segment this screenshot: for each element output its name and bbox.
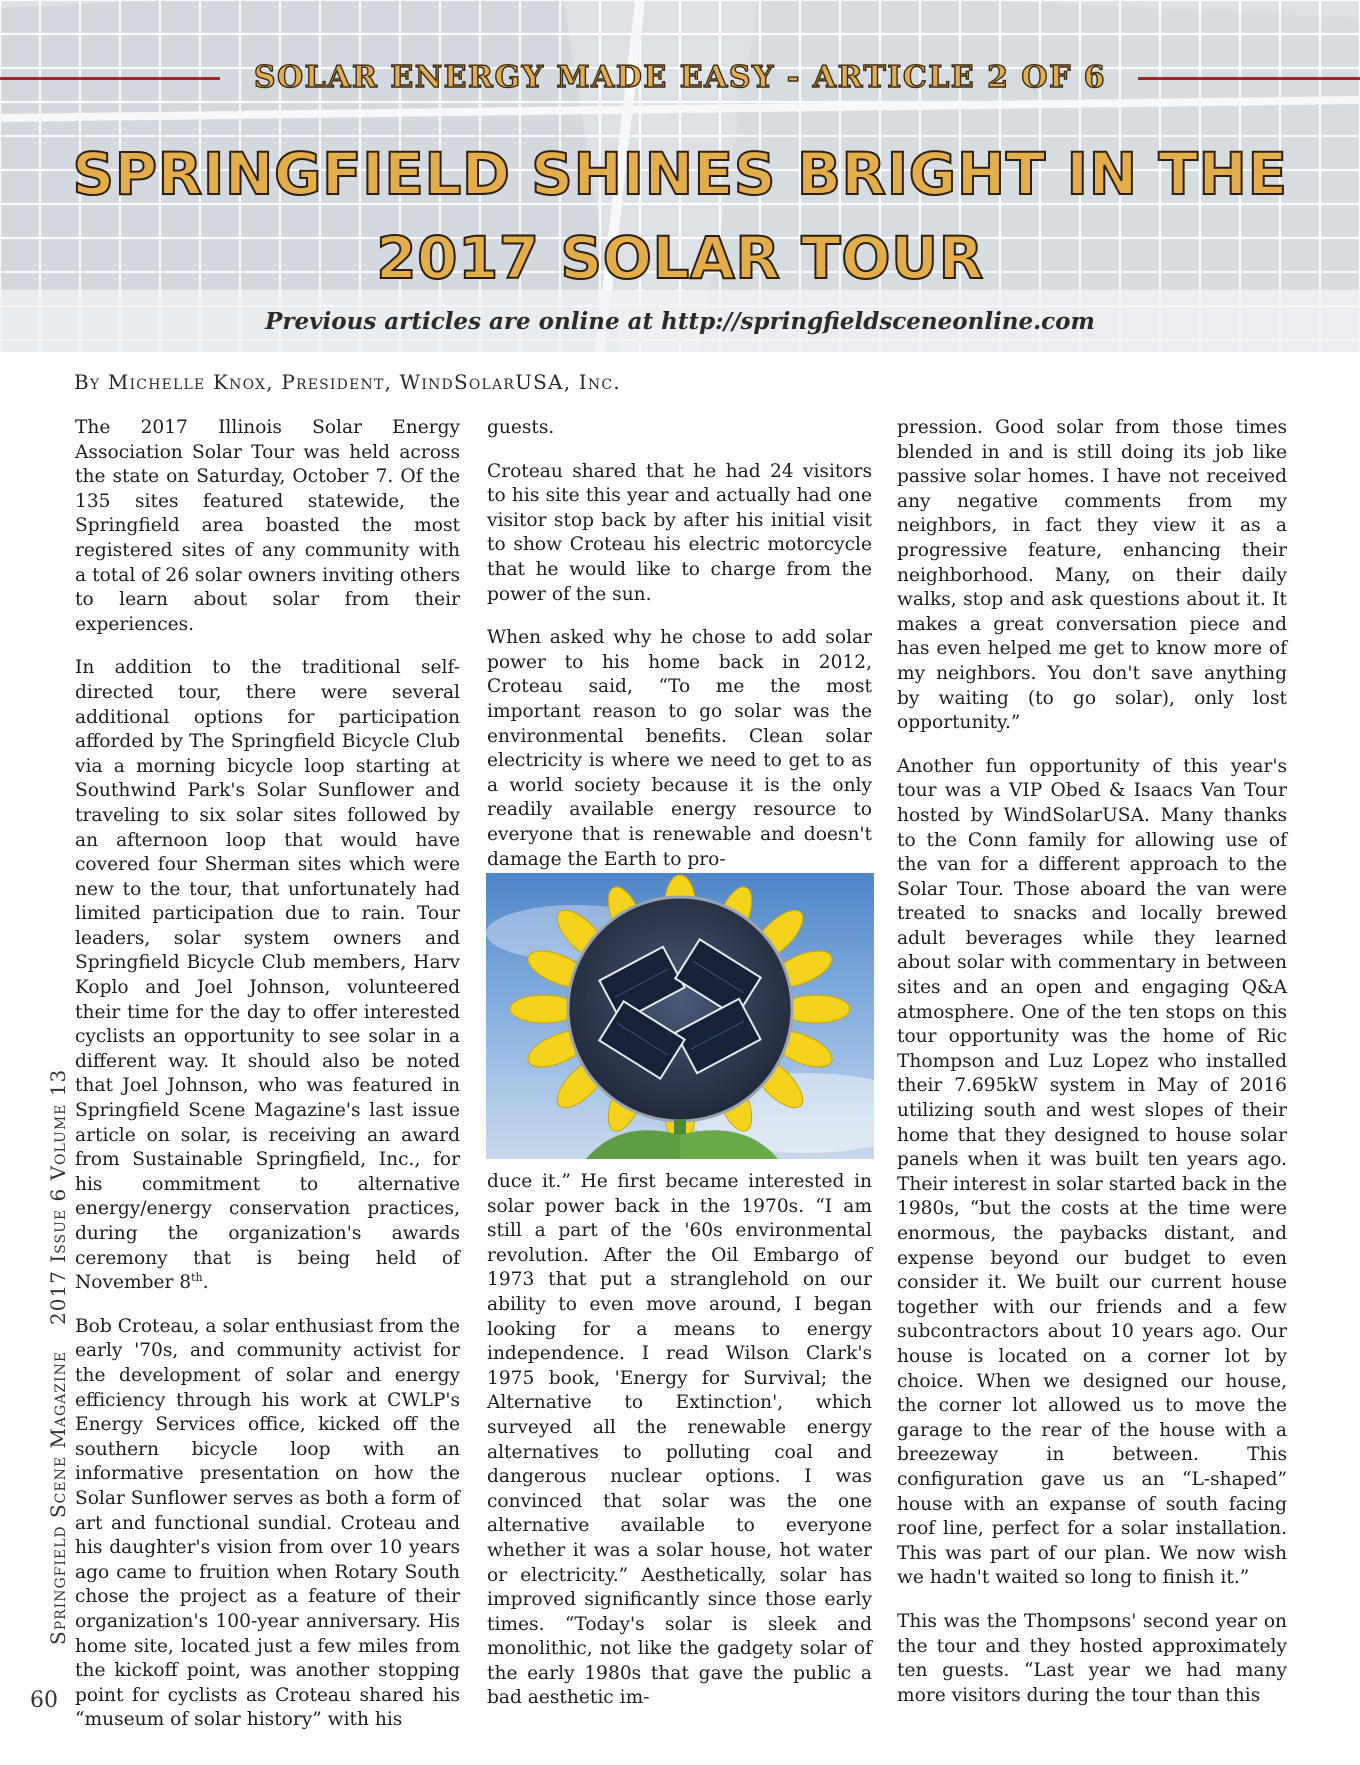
- magazine-name: Springfield Scene Magazine: [46, 1350, 70, 1645]
- paragraph: [75, 656, 460, 1295]
- column-2: [487, 416, 872, 891]
- column-2-continued: [487, 1170, 872, 1730]
- sunflower-image: [486, 873, 874, 1159]
- paragraph: Another fun opportunity of this year's tour was a VIP Obed & Isaacs Van Tour hosted by WindSolarUSA. Many thanks to the Conn family for allowing use of the van for a different approach to the Solar Tour. Those aboard the van were treated to snacks and locally brewed adult beverages while they learned about solar with commentary in between sites and an open and engaging Q&A atmosphere. One of the ten stops on this tour opportunity was the home of Ric Thompson and Luz Lopez who installed their 7.695kW system in May of 2016 utilizing south and west slopes of their home that they designed to house solar panels when it was built ten years ago. Their interest in solar started back in the 1980s, “but the costs at the time were enormous, the paybacks distant, and expense beyond our budget to even consider it. We built our current house together with our friends and a few subcontractors about 10 years ago. Our house is located on a corner lot by choice. When we designed our house, the corner lot allowed us to move the garage to the rear of the house with a breezeway in between. This configuration gave us an “L-shaped” house with an expanse of south facing roof line, perfect for a solar installation. This was part of our plan. We now wish we hadn't waited so long to finish it.”: [897, 755, 1287, 1589]
- ordinal-suffix: th: [191, 1271, 203, 1284]
- issue-info: 2017 Issue 6 Volume 13: [46, 1068, 70, 1325]
- series-row: [0, 54, 1360, 102]
- column-1: [75, 416, 460, 1752]
- left-rule: [0, 77, 220, 80]
- header-banner: [0, 0, 1360, 352]
- paragraph: guests.: [487, 417, 555, 438]
- paragraph: The 2017 Illinois Solar Energy Association Solar Tour was held across the state on Saturday, October 7. Of the 135 sites featured statewide, the Springfield area boasted the most registered sites of any community with a total of 26 solar owners inviting others to learn about solar from their experiences.: [75, 417, 460, 635]
- paragraph: pression. Good solar from those times blended in and is still doing its job like passive solar homes. I have not received any negative comments from my neighbors, in fact they view it as a progressive feature, enhancing their neighborhood. Many, on their daily walks, stop and ask questions about it. It makes a great conversation piece and has even helped me get to know more of my neighbors. You don't save anything by waiting (to go solar), only lost opportunity.”: [897, 417, 1287, 734]
- paragraph: Bob Croteau, a solar enthusiast from the early '70s, and community activist for the development of solar and energy efficiency through his work at CWLP's Energy Services office, kicked off the southern bicycle loop with an informative presentation on how the Solar Sunflower serves as both a form of art and functional sundial. Croteau and his daughter's vision from over 10 years ago came to fruition when Rotary South chose the project as a feature of their organization's 100-year anniversary. His home site, located just a few miles from the kickoff point, was another stopping point for cyclists as Croteau shared his “museum of solar history” with his: [75, 1315, 460, 1731]
- article-subhead: Previous articles are online at http://springfieldsceneonline.com: [265, 308, 1095, 335]
- byline: By Michelle Knox, President, WindSolarUSA, Inc.: [74, 370, 621, 394]
- vertical-sidebar: [46, 1069, 70, 1645]
- paragraph: Croteau shared that he had 24 visitors to his site this year and actually had one visitor stop back by after his initial visit to show Croteau his electric motorcycle that he would like to charge from the power of the sun.: [487, 460, 872, 605]
- paragraph: This was the Thompsons' second year on the tour and they hosted approximately ten guests. “Last year we had many more visitors during the tour than this: [897, 1610, 1287, 1706]
- paragraph: When asked why he chose to add solar power to his home back in 2012, Croteau said, “To me the most important reason to go solar was the environmental benefits. Clean solar electricity is where we need to get to as a world society because it is the only readily available energy resource to everyone that is renewable and doesn't damage the Earth to pro-: [487, 627, 872, 870]
- page-number: 60: [30, 1688, 58, 1713]
- right-rule: [1138, 77, 1360, 80]
- paragraph: duce it.” He first became interested in solar power back in the 1970s. “I am still a part of the '60s environmental revolution. After the Oil Embargo of 1973 that put a stranglehold on our ability to even move around, I began looking for a means to energy independence. I read Wilson Clark's 1975 book, 'Energy for Survival; the Alternative to Extinction', which surveyed all the renewable energy alternatives to polluting coal and dangerous nuclear options. I was convinced that solar was the one alternative available to everyone whether it was a solar house, hot water or electricity.” Aesthetically, solar has improved significantly since those early times. “Today's solar is sleek and monolithic, not like the gadgety solar of the early 1980s that gave the public a bad aesthetic im-: [487, 1171, 872, 1709]
- paragraph-end: .: [202, 1272, 209, 1294]
- article-headline: SPRINGFIELD SHINES BRIGHT IN THE 2017 SOLAR TOUR: [72, 140, 1288, 292]
- column-3: [897, 416, 1287, 1727]
- series-title: SOLAR ENERGY MADE EASY - ARTICLE 2 OF 6: [253, 60, 1107, 95]
- solar-sunflower-photo: [486, 873, 874, 1159]
- paragraph-text: In addition to the traditional self-directed tour, there were several additional options for participation afforded by The Springfield Bicycle Club via a morning bicycle loop starting at Southwind Park's Solar Sunflower and traveling to six solar sites followed by an afternoon loop that would have covered four Sherman sites which were new to the tour, that unfortunately had limited participation due to rain. Tour leaders, solar system owners and Springfield Bicycle Club members, Harv Koplo and Joel Johnson, volunteered their time for the day to offer interested cyclists an opportunity to see solar in a different way. It should also be noted that Joel Johnson, who was featured in Springfield Scene Magazine's last issue article on solar, is receiving an award from Sustainable Springfield, Inc., for his commitment to alternative energy/energy conservation practices, during the organization's awards ceremony that is being held of November 8: [75, 657, 460, 1294]
